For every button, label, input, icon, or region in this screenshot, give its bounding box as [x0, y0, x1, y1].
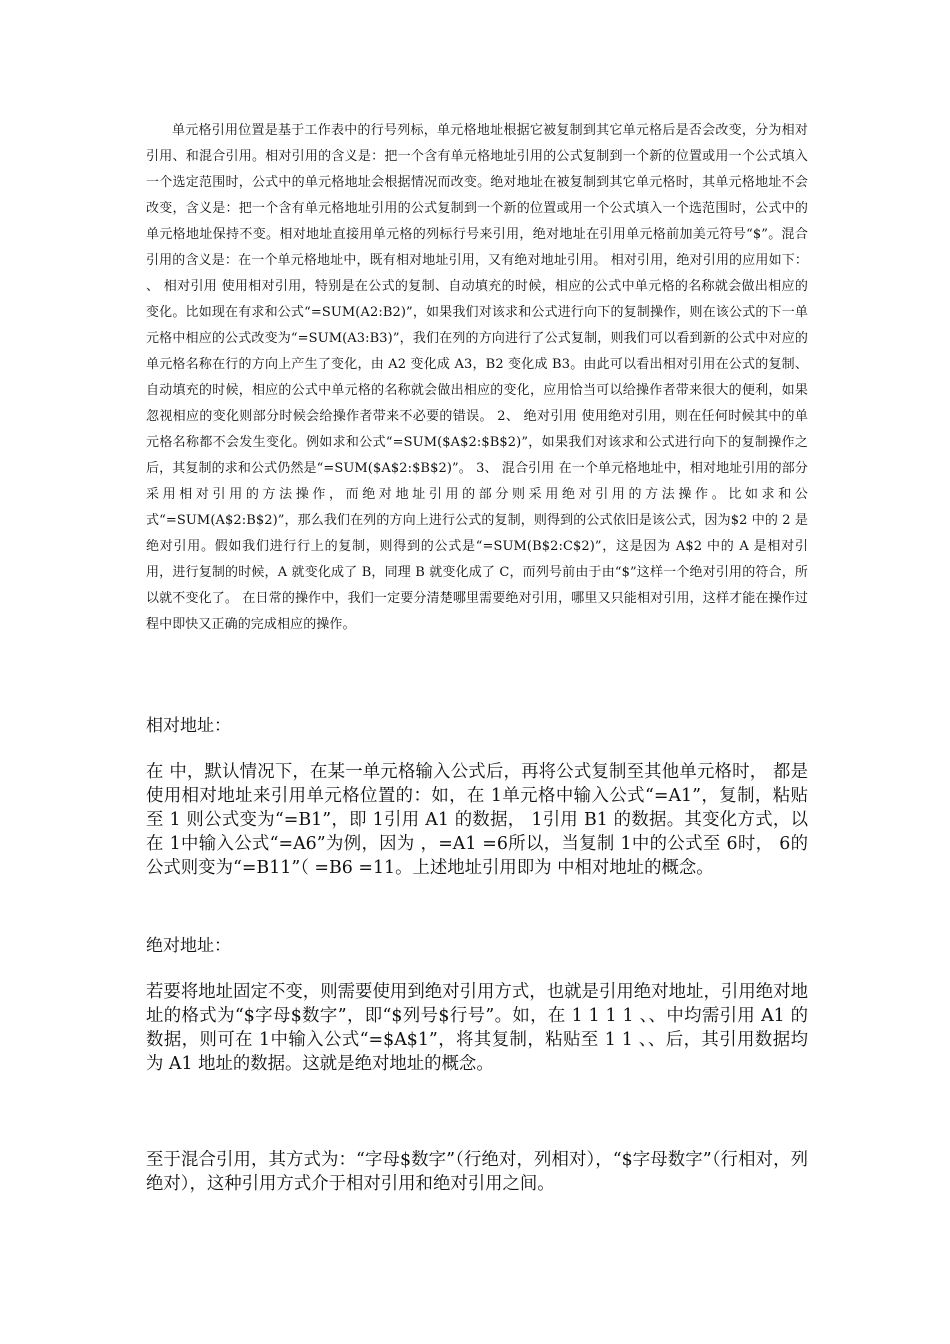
relative-address-paragraph: 在 中，默认情况下，在某一单元格输入公式后，再将公式复制至其他单元格时， 都是使用相对地址来引用单元格位置的：如，在 1单元格中输入公式“=A1”，复制，粘贴至 1 则公式变为“=B1”，即 1引用 A1 的数据， 1引用 B1 的数据。其变化方式，以在 1中输入公式“=A6”为例，因为 ，=A1 =6所以，当复制 1中的公式至 6时， 6的公式则变为“=B11”（ =B6 =11。上述地址引用即为 中相对地址的概念。	[146, 762, 808, 878]
absolute-address-paragraph: 若要将地址固定不变，则需要使用到绝对引用方式，也就是引用绝对地址，引用绝对地址的格式为“$字母$数字”，即“$列号$行号”。如，在 1 1 1 1 、、中均需引用 A1 的数据，则可在 1中输入公式“=$A$1”，将其复制，粘贴至 1 1 、、后，其引用数据均为 A1 地址的数据。这就是绝对地址的概念。	[146, 982, 808, 1074]
intro-paragraph: 单元格引用位置是基于工作表中的行号列标，单元格地址根据它被复制到其它单元格后是否会改变，分为相对引用、和混合引用。相对引用的含义是：把一个含有单元格地址引用的公式复制到一个新的位置或用一个公式填入一个选定范围时，公式中的单元格地址会根据情况而改变。绝对地址在被复制到其它单元格时，其单元格地址不会改变，含义是：把一个含有单元格地址引用的公式复制到一个新的位置或用一个公式填入一个选范围时，公式中的单元格地址保持不变。相对地址直接用单元格的列标行号来引用，绝对地址在引用单元格前加美元符号“$”。混合引用的含义是：在一个单元格地址中，既有相对地址引用，又有绝对地址引用。 相对引用，绝对引用的应用如下： 、 相对引用 使用相对引用，特别是在公式的复制、自动填充的时候，相应的公式中单元格的名称就会做出相应的变化。比如现在有求和公式“=SUM(A2:B2)”，如果我们对该求和公式进行向下的复制操作，则在该公式的下一单元格中相应的公式改变为“=SUM(A3:B3)”，我们在列的方向进行了公式复制，则我们可以看到新的公式中对应的单元格名称在行的方向上产生了变化，由 A2 变化成 A3，B2 变化成 B3。由此可以看出相对引用在公式的复制、自动填充的时候，相应的公式中单元格的名称就会做出相应的变化，应用恰当可以给操作者带来很大的便利，如果忽视相应的变化则部分时候会给操作者带来不必要的错误。 2、 绝对引用 使用绝对引用，则在任何时候其中的单元格名称都不会发生变化。例如求和公式“=SUM($A$2:$B$2)”，如果我们对该求和公式进行向下的复制操作之后，其复制的求和公式仍然是“=SUM($A$2:$B$2)”。 3、 混合引用 在一个单元格地址中，相对地址引用的部分采用相对引用的方法操作，而绝对地址引用的部分则采用绝对引用的方法操作。比如求和公式“=SUM(A$2:B$2)”，那么我们在列的方向上进行公式的复制，则得到的公式依旧是该公式，因为$2 中的 2 是绝对引用。假如我们进行行上的复制，则得到的公式是“=SUM(B$2:C$2)”，这是因为 A$2 中的 A 是相对引用，进行复制的时候，A 就变化成了 B，同理 B 就变化成了 C，而列号前由于由“$”这样一个绝对引用的符合，所以就不变化了。 在日常的操作中，我们一定要分清楚哪里需要绝对引用，哪里又只能相对引用，这样才能在操作过程中即快又正确的完成相应的操作。	[146, 123, 808, 632]
mixed-reference-paragraph: 至于混合引用，其方式为：“字母$数字”（行绝对，列相对），“$字母数字”（行相对，列绝对），这种引用方式介于相对引用和绝对引用之间。	[146, 1150, 808, 1194]
absolute-address-heading: 绝对地址：	[146, 936, 231, 956]
relative-address-heading: 相对地址：	[146, 716, 231, 736]
